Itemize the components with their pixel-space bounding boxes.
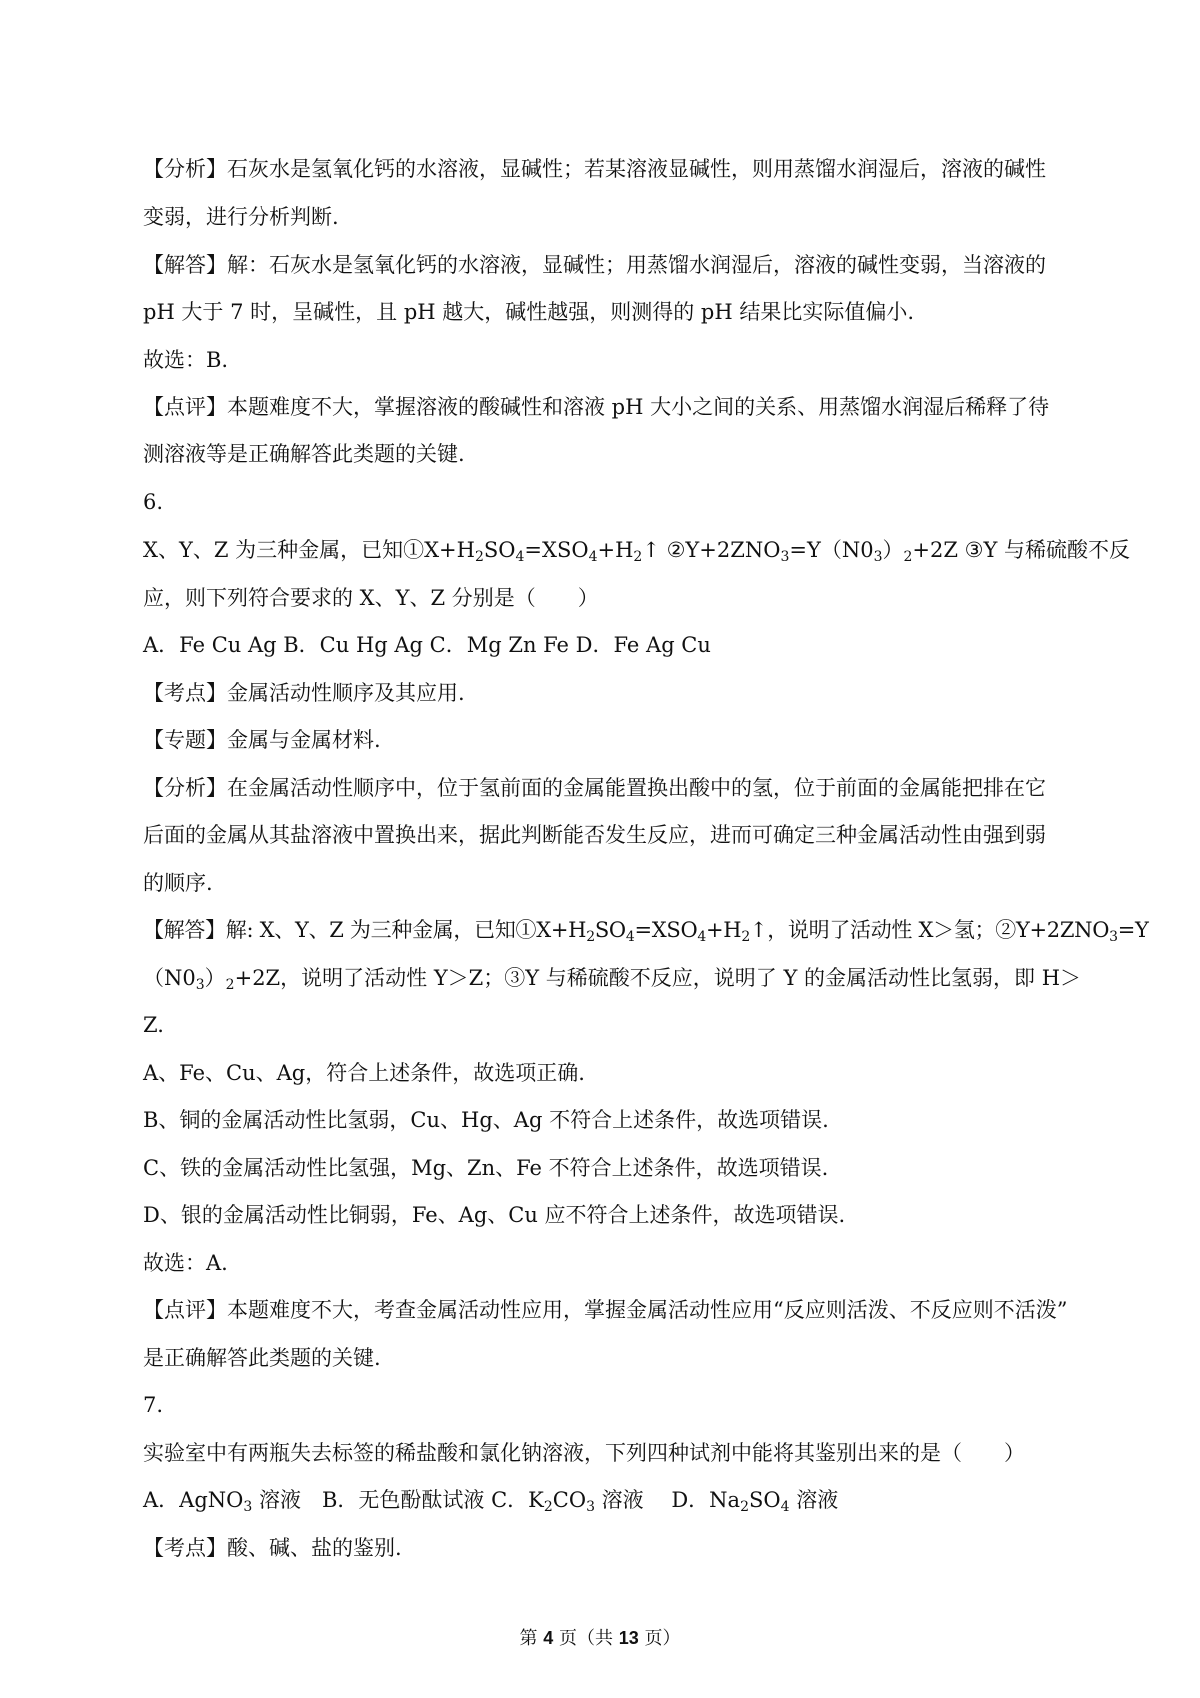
- question-6-explain-d: D、银的金属活动性比铜弱，Fe、Ag、Cu 应不符合上述条件，故选项错误.: [143, 1203, 846, 1227]
- question-6-comment-line-1: 【点评】本题难度不大，考查金属活动性应用，掌握金属活动性应用“反应则活泼、不反应则不活泼”: [143, 1298, 1068, 1322]
- question-6-stem-line-1: X、Y、Z 为三种金属，已知$①X+H_2SO_4=XSO_4+H_2↑$ $②Y+2ZNO_3=Y(N0_3)_2+2Z$ ③Y 与稀硫酸不反: [143, 538, 1130, 565]
- prev-choice: 故选：B.: [143, 348, 229, 372]
- question-6-topic: 【专题】金属与金属材料.: [143, 728, 381, 752]
- prev-comment-line-2: 测溶液等是正确解答此类题的关键.: [143, 442, 465, 466]
- question-6-options: A．Fe Cu Ag B．Cu Hg Ag C．Mg Zn Fe D．Fe Ag Cu: [143, 633, 711, 657]
- prev-analysis-line-1: 【分析】石灰水是氢氧化钙的水溶液，显碱性；若某溶液显碱性，则用蒸馏水润湿后，溶液的碱性: [143, 157, 1046, 181]
- question-6-stem-line-2: 应，则下列符合要求的 X、Y、Z 分别是（ ）: [143, 586, 599, 610]
- question-6-answer-line-2: $(N0_3)_2+2Z$，说明了活动性 Y＞Z；③Y 与稀硫酸不反应，说明了 Y 的金属活动性比氢弱，即 H＞: [143, 966, 1082, 993]
- question-6-analysis-line-2: 后面的金属从其盐溶液中置换出来，据此判断能否发生反应，进而可确定三种金属活动性由强到弱: [143, 823, 1046, 847]
- question-7-options: A．AgNO$_3$ 溶液 B．无色酚酞试液 C．$K_2CO_3$ 溶液 D．$Na_2SO_4$ 溶液: [143, 1488, 839, 1515]
- question-6-analysis-line-3: 的顺序.: [143, 871, 213, 895]
- prev-answer-line-1: 【解答】解：石灰水是氢氧化钙的水溶液，显碱性；用蒸馏水润湿后，溶液的碱性变弱，当溶液的: [143, 253, 1046, 277]
- question-6-explain-c: C、铁的金属活动性比氢强，Mg、Zn、Fe 不符合上述条件，故选项错误.: [143, 1156, 829, 1180]
- prev-answer-line-2: pH 大于 7 时，呈碱性，且 pH 越大，碱性越强，则测得的 pH 结果比实际值偏小.: [143, 300, 915, 324]
- question-6-explain-a: A、Fe、Cu、Ag，符合上述条件，故选项正确.: [143, 1061, 585, 1085]
- question-6-choice: 故选：A.: [143, 1251, 228, 1275]
- page-number: 4: [543, 1628, 554, 1648]
- question-7-stem: 实验室中有两瓶失去标签的稀盐酸和氯化钠溶液，下列四种试剂中能将其鉴别出来的是（ ）: [143, 1441, 1025, 1465]
- prev-analysis-line-2: 变弱，进行分析判断.: [143, 205, 339, 229]
- question-6-explain-b: B、铜的金属活动性比氢弱，Cu、Hg、Ag 不符合上述条件，故选项错误.: [143, 1108, 829, 1132]
- page-total: 13: [618, 1628, 639, 1648]
- question-6-point: 【考点】金属活动性顺序及其应用.: [143, 681, 465, 705]
- question-6-answer-line-1: 【解答】解: X、Y、Z 为三种金属，已知$①X+H_2SO_4=XSO_4+H_2↑$，说明了活动性 X＞氢；$②Y+2ZNO_3=Y$: [143, 918, 1149, 945]
- question-7-number: 7.: [143, 1393, 164, 1417]
- page-footer: 第 4 页（共 13 页）: [519, 1628, 681, 1649]
- question-6-number: 6.: [143, 490, 164, 514]
- question-7-point: 【考点】酸、碱、盐的鉴别.: [143, 1536, 402, 1560]
- prev-comment-line-1: 【点评】本题难度不大，掌握溶液的酸碱性和溶液 pH 大小之间的关系、用蒸馏水润湿后稀释了待: [143, 395, 1050, 419]
- question-6-comment-line-2: 是正确解答此类题的关键.: [143, 1346, 381, 1370]
- question-6-analysis-line-1: 【分析】在金属活动性顺序中，位于氢前面的金属能置换出酸中的氢，位于前面的金属能把排在它: [143, 776, 1046, 800]
- question-6-answer-line-3: Z.: [143, 1013, 164, 1037]
